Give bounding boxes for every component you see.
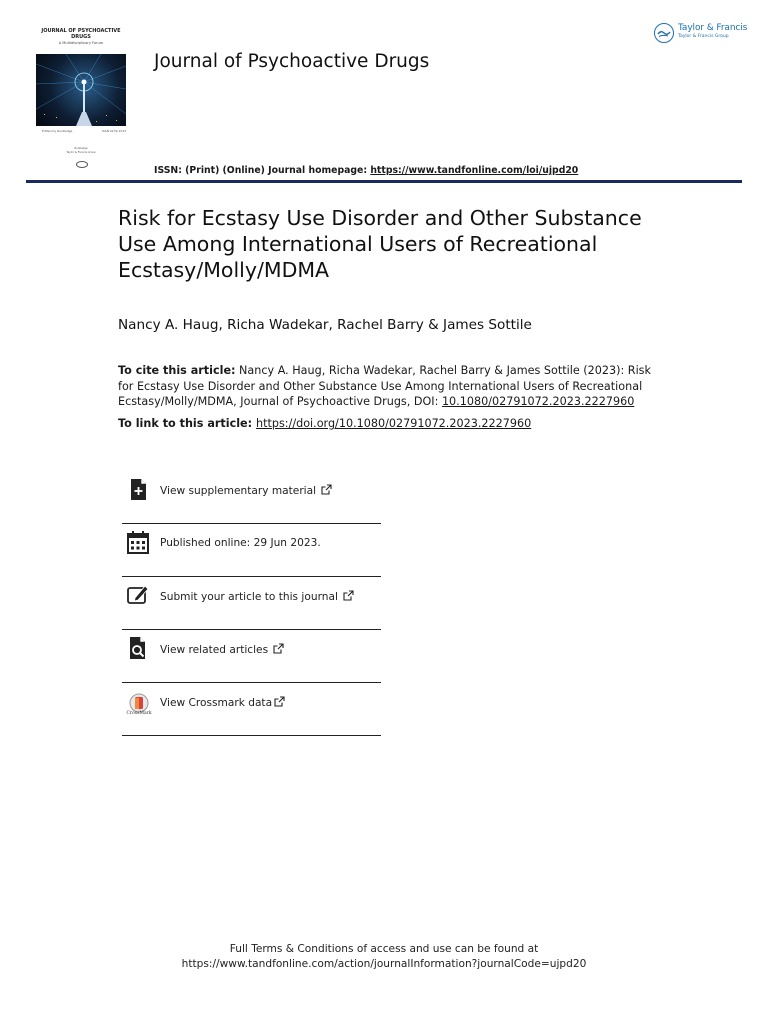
- journal-homepage-link[interactable]: https://www.tandfonline.com/loi/ujpd20: [370, 165, 579, 176]
- issn-homepage-line: [154, 165, 578, 176]
- citation-block: [118, 363, 653, 410]
- search-document-icon: [126, 635, 150, 661]
- external-link-icon: [343, 590, 354, 601]
- cover-footer-line2: Taylor & Francis Group: [66, 151, 96, 154]
- external-link-icon: [273, 643, 284, 654]
- cover-artwork: [36, 54, 126, 126]
- action-supplementary-material[interactable]: [122, 471, 381, 524]
- footer-terms-link[interactable]: https://www.tandfonline.com/action/journalInformation?journalCode=ujpd20: [181, 958, 587, 970]
- article-link-block: [118, 417, 531, 430]
- cover-footer-left: Edited by Routledge: [42, 129, 73, 133]
- calendar-icon: [126, 529, 150, 555]
- article-title: Risk for Ecstasy Use Disorder and Other Substance Use Among International Users of Recreational Ecstasy/Molly/MDMA: [118, 206, 642, 282]
- cite-label: To cite this article:: [118, 364, 236, 377]
- cover-footer-line1: Routledge: [74, 147, 88, 150]
- cover-image: [36, 54, 126, 126]
- article-doi-link[interactable]: https://doi.org/10.1080/02791072.2023.2227960: [256, 417, 532, 430]
- edit-icon: [126, 582, 150, 608]
- cover-logo-icon: [76, 161, 88, 168]
- cite-doi-link[interactable]: 10.1080/02791072.2023.2227960: [441, 395, 635, 408]
- cover-subtitle: A Multidisciplinary Forum: [58, 41, 104, 45]
- terms-footer: [0, 942, 768, 972]
- external-link-icon: [321, 484, 332, 495]
- external-link-icon: [274, 696, 285, 707]
- cite-text: Nancy A. Haug, Richa Wadekar, Rachel Barry & James Sottile (2023): Risk for Ecstasy Use Disorder and Other Substance Use Among International Users of Recreational Ecstasy/Molly/MDMA, Journal of Psychoactive Drugs, DOI:: [118, 364, 651, 408]
- footer-line-1: Full Terms & Conditions of access and use can be found at: [229, 943, 539, 955]
- issn-label: ISSN: (Print) (Online) Journal homepage:: [154, 165, 371, 176]
- action-crossmark-data[interactable]: [122, 683, 381, 736]
- header-divider: [26, 180, 742, 183]
- publisher-logo[interactable]: [654, 22, 746, 46]
- crossmark-caption: CrossMark: [126, 711, 152, 716]
- action-label: View related articles: [160, 644, 269, 656]
- publisher-logo-icon: [654, 23, 674, 43]
- journal-name: Journal of Psychoactive Drugs: [154, 51, 430, 72]
- journal-cover: [34, 28, 128, 168]
- action-submit-article[interactable]: [122, 577, 381, 630]
- action-published-online: [122, 524, 381, 577]
- cover-title: JOURNAL OF PSYCHOACTIVE DRUGS: [41, 28, 121, 40]
- link-label: To link to this article:: [118, 417, 256, 430]
- row-divider: [122, 735, 381, 736]
- cover-footer-right: ISSN 0279-1072: [102, 129, 127, 133]
- action-related-articles[interactable]: [122, 630, 381, 683]
- article-authors: Nancy A. Haug, Richa Wadekar, Rachel Barry & James Sottile: [118, 317, 532, 333]
- action-label: Submit your article to this journal: [160, 591, 338, 603]
- crossmark-icon: [124, 693, 154, 723]
- publisher-name: Taylor & Francis: [678, 23, 748, 33]
- supplement-file-icon: [126, 476, 150, 502]
- action-label: Published online: 29 Jun 2023.: [160, 537, 321, 549]
- action-label: View Crossmark data: [160, 697, 273, 709]
- publisher-group: Taylor & Francis Group: [678, 34, 729, 39]
- action-label: View supplementary material: [160, 485, 317, 497]
